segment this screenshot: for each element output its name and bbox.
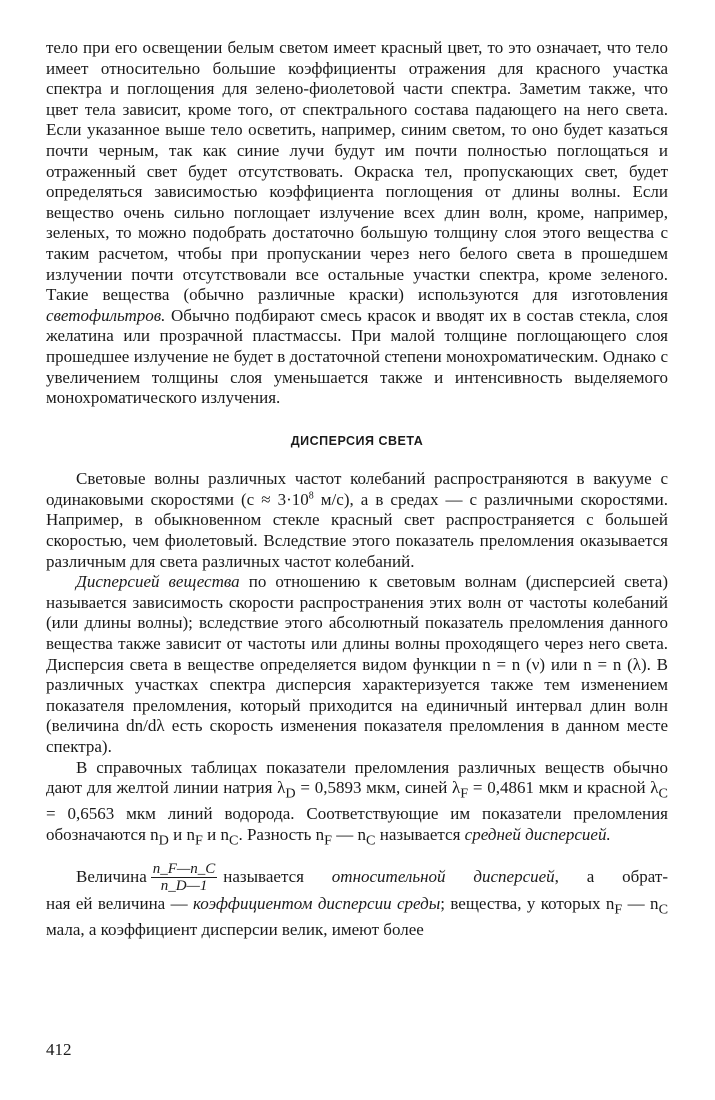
page-number: 412 [46, 1040, 72, 1059]
paragraph-relative-dispersion: Величина $\frac{n\_F—n\_C}{n\_D—1}$ называется относительной дисперсией, а обрат- [76, 860, 668, 894]
page-body [46, 38, 668, 940]
paragraph-definition: Дисперсией вещества по отношению к световым волнам (дисперсией света) называется зависимость скорости распространения этих волн от частоты колебаний (или длины волны); вследствие этого абсолютный показатель преломления данного вещества также зависит от частоты или длины волны проходящего через него света. Дисперсия света в веществе определяется видом функции n = n (ν) или n = n (λ). В различных участках спектра дисперсия характеризуется также тем изменением показателя преломления, который приходится на единичный интервал длин волн (величина dn/dλ есть скорость изменения показателя преломления в данном месте спектра). [46, 572, 669, 756]
paragraph-coefficient: ная ей величина — коэффициентом дисперсии среды; вещества, у которых $n_F$ — $n_C$ мала, а коэффициент дисперсии велик, имеют более [46, 893, 669, 939]
section-heading: ДИСПЕРСИЯ СВЕТА [290, 433, 424, 448]
paragraph-tables: В справочных таблицах показатели преломления различных веществ обычно дают для желтой линии натрия $\lambda_D = 0,5893$ мкм, синей $\lambda_F = 0,4861$ мкм и красной $\lambda_C = 0,6563$ мкм линий водорода. Соответствующие им показатели преломления обозначаются $n_D$ и $n_F$ и $n_C$. Разность $n_F$ — $n_C$ называется средней дисперсией. [46, 757, 668, 849]
paragraph-color: тело при его освещении белым светом имеет красный цвет, то это означает, что тело имеет относительно большие коэффициенты отражения для красного участка спектра и поглощения для зелено-фиолетовой части спектра. Заметим также, что цвет тела зависит, кроме того, от спектрального состава падающего на него света. Если указанное выше тело осветить, например, синим светом, то оно будет казаться почти черным, так как синие лучи будут им почти полностью поглощаться и отраженный свет будет отсутствовать. Окраска тел, пропускающих свет, будет определяться зависимостью коэффициента поглощения от длины волны. Если вещество очень сильно поглощает излучение всех длин волн, кроме, например, зеленых, то можно подобрать достаточно большую толщину слоя этого вещества с таким расчетом, чтобы при пропускании через него белого света в прошедшем излучении почти отсутствовали все остальные участки спектра, кроме зеленого. Такие вещества (обычно различные краски) используются для изготовления светофильтров. Обычно подбирают смесь красок и вводят их в состав стекла, слоя желатина или прозрачной пластмассы. При малой толщине поглощающего слоя прошедшее излучение не будет в достаточной степени монохроматическим. Однако с увеличением толщины слоя уменьшается также и интенсивность выделяемого монохроматического излучения. [46, 38, 668, 408]
paragraph-intro: Световые волны различных частот колебаний распространяются в вакууме с одинаковыми скоростями ($c \approx 3\cdot 10^8$ м/с), а в средах — с различными скоростями. Например, в обыкновенном стекле красный свет распространяется с большей скоростью, чем фиолетовый. Вследствие этого показатель преломления оказывается различным для света различных частот колебаний. [46, 469, 668, 571]
dispersion-fraction: $\frac{n\_F—n\_C}{n\_D—1}$ [152, 860, 216, 894]
